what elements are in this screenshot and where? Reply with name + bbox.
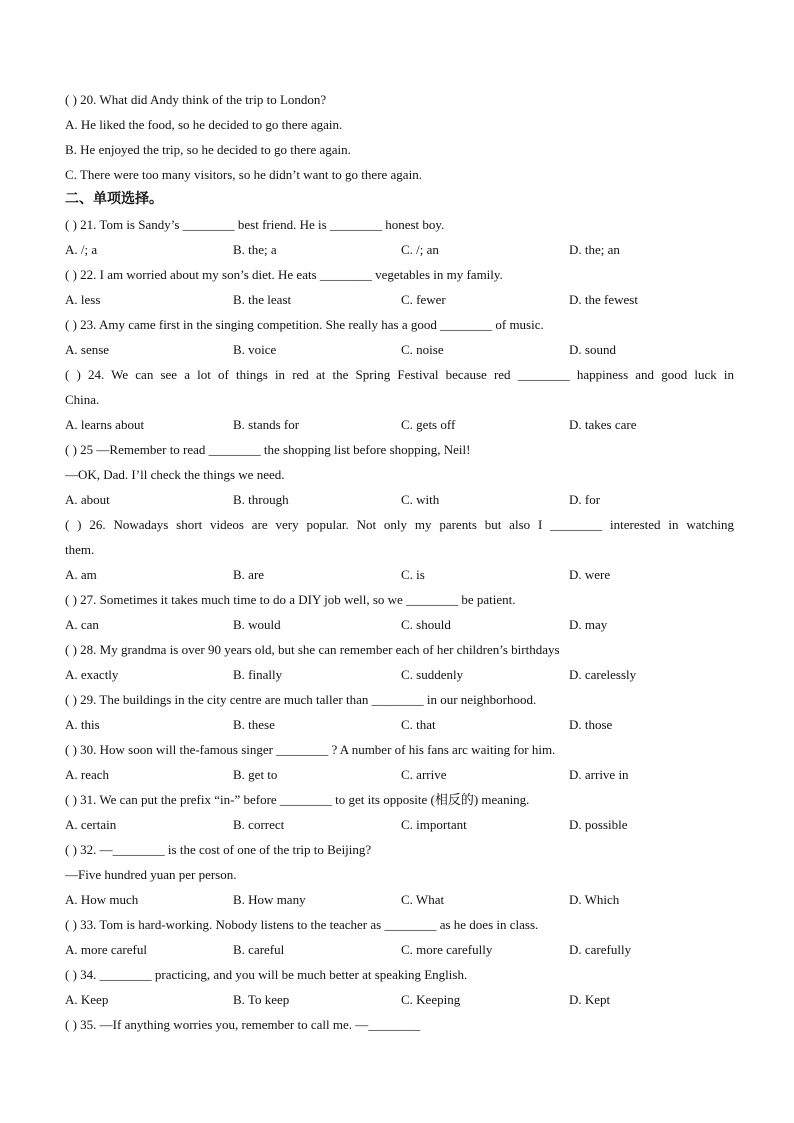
question-23-option-a: A. sense <box>65 342 110 357</box>
question-29-option-b: B. these <box>233 717 275 732</box>
question-24-option-c: C. gets off <box>401 417 456 432</box>
question-20-option-a: A. He liked the food, so he decided to go there again. <box>65 117 343 132</box>
section-heading: 二、单项选择。 <box>65 191 163 207</box>
question-22-option-b: B. the least <box>233 292 292 307</box>
question-34-option-b: B. To keep <box>233 992 290 1007</box>
question-21-stem-line-1: ( ) 21. Tom is Sandy’s ________ best friend. He is ________ honest boy. <box>65 217 445 232</box>
question-33-option-b: B. careful <box>233 942 285 957</box>
question-29-option-d: D. those <box>569 717 613 732</box>
question-30-option-c: C. arrive <box>401 767 447 782</box>
question-34-option-a: A. Keep <box>65 992 109 1007</box>
question-22-option-c: C. fewer <box>401 292 446 307</box>
question-21-option-d: D. the; an <box>569 242 620 257</box>
question-22-option-d: D. the fewest <box>569 292 638 307</box>
question-21-option-c: C. /; an <box>401 242 439 257</box>
question-24-option-d: D. takes care <box>569 417 637 432</box>
question-32-stem-line-1: ( ) 32. —________ is the cost of one of the trip to Beijing? <box>65 842 372 857</box>
question-25-option-d: D. for <box>569 492 601 507</box>
question-25-option-a: A. about <box>65 492 110 507</box>
question-32-option-b: B. How many <box>233 892 306 907</box>
question-22-option-a: A. less <box>65 292 101 307</box>
question-24-option-a: A. learns about <box>65 417 145 432</box>
question-27-option-c: C. should <box>401 617 451 632</box>
question-25-option-b: B. through <box>233 492 289 507</box>
question-28-stem-line-1: ( ) 28. My grandma is over 90 years old, but she can remember each of her children’s birthdays <box>65 642 560 657</box>
question-24-option-b: B. stands for <box>233 417 300 432</box>
question-29-option-c: C. that <box>401 717 436 732</box>
question-28-option-b: B. finally <box>233 667 283 682</box>
question-27-stem-line-1: ( ) 27. Sometimes it takes much time to do a DIY job well, so we ________ be patient. <box>65 592 516 607</box>
question-21-option-a: A. /; a <box>65 242 98 257</box>
question-26-option-a: A. am <box>65 567 97 582</box>
question-32-option-d: D. Which <box>569 892 620 907</box>
question-34-stem-line-1: ( ) 34. ________ practicing, and you will be much better at speaking English. <box>65 967 468 982</box>
question-34-option-d: D. Kept <box>569 992 611 1007</box>
question-26-option-b: B. are <box>233 567 265 582</box>
question-32-option-c: C. What <box>401 892 445 907</box>
question-23-stem-line-1: ( ) 23. Amy came first in the singing competition. She really has a good ________ of music. <box>65 317 544 332</box>
question-31-option-b: B. correct <box>233 817 285 832</box>
question-23-option-c: C. noise <box>401 342 444 357</box>
question-26-option-c: C. is <box>401 567 425 582</box>
question-27-option-d: D. may <box>569 617 608 632</box>
question-30-stem-line-1: ( ) 30. How soon will the-famous singer ________ ? A number of his fans arc waiting for him. <box>65 742 556 757</box>
question-35-stem: ( ) 35. —If anything worries you, remember to call me. —________ <box>65 1017 421 1032</box>
question-20-option-b: B. He enjoyed the trip, so he decided to go there again. <box>65 142 351 157</box>
question-33-option-c: C. more carefully <box>401 942 493 957</box>
question-31-option-a: A. certain <box>65 817 117 832</box>
question-26-option-d: D. were <box>569 567 611 582</box>
question-29-stem-line-1: ( ) 29. The buildings in the city centre are much taller than ________ in our neighborhood. <box>65 692 537 707</box>
question-25-stem-line-1: ( ) 25 —Remember to read ________ the shopping list before shopping, Neil! <box>65 442 471 457</box>
question-29-option-a: A. this <box>65 717 100 732</box>
question-26-stem-line-2: them. <box>65 542 95 557</box>
question-24-stem-line-2: China. <box>65 392 100 407</box>
question-30-option-b: B. get to <box>233 767 278 782</box>
question-23-option-d: D. sound <box>569 342 616 357</box>
question-30-option-d: D. arrive in <box>569 767 629 782</box>
question-24-stem-line-1: ( ) 24. We can see a lot of things in red at the Spring Festival because red ________ happiness and good luck in <box>65 367 734 382</box>
question-33-option-d: D. carefully <box>569 942 632 957</box>
question-34-option-c: C. Keeping <box>401 992 461 1007</box>
question-25-stem-line-2: —OK, Dad. I’ll check the things we need. <box>65 467 285 482</box>
question-26-stem-line-1: ( ) 26. Nowadays short videos are very popular. Not only my parents but also I ________ interested in watching <box>65 517 734 532</box>
question-33-stem-line-1: ( ) 33. Tom is hard-working. Nobody listens to the teacher as ________ as he does in class. <box>65 917 539 932</box>
question-31-stem-line-1: ( ) 31. We can put the prefix “in-” before ________ to get its opposite (相反的) meaning. <box>65 792 530 807</box>
question-30-option-a: A. reach <box>65 767 110 782</box>
question-22-stem-line-1: ( ) 22. I am worried about my son’s diet. He eats ________ vegetables in my family. <box>65 267 503 282</box>
question-32-stem-line-2: —Five hundred yuan per person. <box>65 867 237 882</box>
question-28-option-c: C. suddenly <box>401 667 464 682</box>
question-23-option-b: B. voice <box>233 342 277 357</box>
question-27-option-a: A. can <box>65 617 99 632</box>
question-20-stem: ( ) 20. What did Andy think of the trip to London? <box>65 92 327 107</box>
question-31-option-c: C. important <box>401 817 467 832</box>
question-31-option-d: D. possible <box>569 817 628 832</box>
question-28-option-a: A. exactly <box>65 667 119 682</box>
question-28-option-d: D. carelessly <box>569 667 637 682</box>
question-25-option-c: C. with <box>401 492 440 507</box>
question-21-option-b: B. the; a <box>233 242 277 257</box>
question-33-option-a: A. more careful <box>65 942 147 957</box>
question-32-option-a: A. How much <box>65 892 139 907</box>
question-20-option-c: C. There were too many visitors, so he didn’t want to go there again. <box>65 167 422 182</box>
question-27-option-b: B. would <box>233 617 281 632</box>
